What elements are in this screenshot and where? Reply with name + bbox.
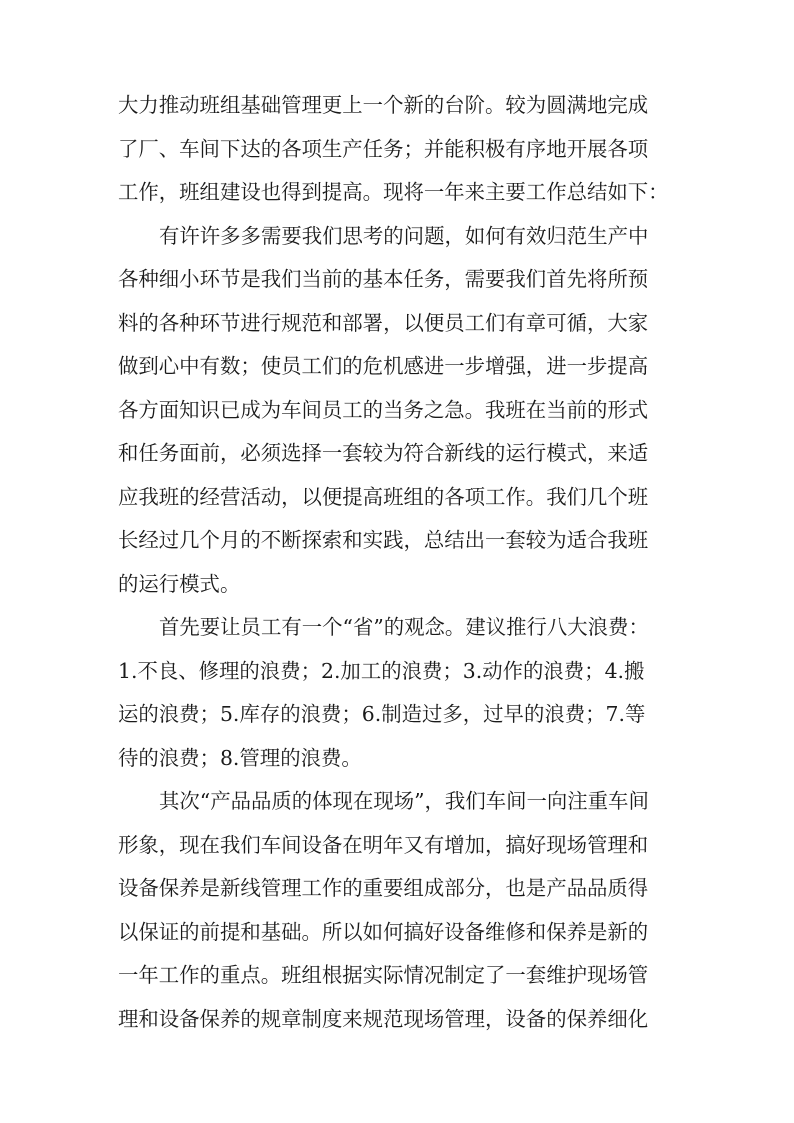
text-line: 待的浪费；8.管理的浪费。 <box>118 745 362 770</box>
text-line: 形象，现在我们车间设备在明年又有增加，搞好现场管理和 <box>118 832 649 857</box>
text-line: 一年工作的重点。班组根据实际情况制定了一套维护现场管 <box>118 963 649 987</box>
text-line: 运的浪费；5.库存的浪费；6.制造过多，过早的浪费；7.等 <box>118 702 646 726</box>
paragraph-start-line: 首先要让员工有一个“省”的观念。建议推行八大浪费： <box>159 615 649 639</box>
text-line: 做到心中有数；使员工们的危机感进一步增强，进一步提高 <box>118 354 649 378</box>
text-line: 各方面知识已成为车间员工的当务之急。我班在当前的形式 <box>118 397 649 422</box>
text-line: 设备保养是新线管理工作的重要组成部分，也是产品品质得 <box>118 876 649 900</box>
text-line: 大力推动班组基础管理更上一个新的台阶。较为圆满地完成 <box>118 93 649 117</box>
body-text <box>118 84 684 1041</box>
text-line: 了厂、车间下达的各项生产任务；并能积极有序地开展各项 <box>118 136 649 161</box>
text-line: 和任务面前，必须选择一套较为符合新线的运行模式，来适 <box>118 441 649 465</box>
paragraph-start-line: 有许许多多需要我们思考的问题，如何有效归范生产中 <box>159 223 649 248</box>
text-line: 工作，班组建设也得到提高。现将一年来主要工作总结如下： <box>118 180 669 204</box>
text-line: 应我班的经营活动，以便提高班组的各项工作。我们几个班 <box>118 484 649 509</box>
text-line: 料的各种环节进行规范和部署，以便员工们有章可循，大家 <box>118 310 649 335</box>
text-line: 各种细小环节是我们当前的基本任务，需要我们首先将所预 <box>118 267 649 291</box>
text-line: 的运行模式。 <box>118 571 241 596</box>
text-line: 理和设备保养的规章制度来规范现场管理，设备的保养细化 <box>118 1006 649 1031</box>
text-line: 以保证的前提和基础。所以如何搞好设备维修和保养是新的 <box>118 919 649 944</box>
paragraph-start-line: 其次“产品品质的体现在现场”，我们车间一向注重车间 <box>159 789 649 813</box>
text-line: 长经过几个月的不断探索和实践，总结出一套较为适合我班 <box>118 528 649 552</box>
text-line: 1.不良、修理的浪费；2.加工的浪费；3.动作的浪费；4.搬 <box>118 658 645 683</box>
